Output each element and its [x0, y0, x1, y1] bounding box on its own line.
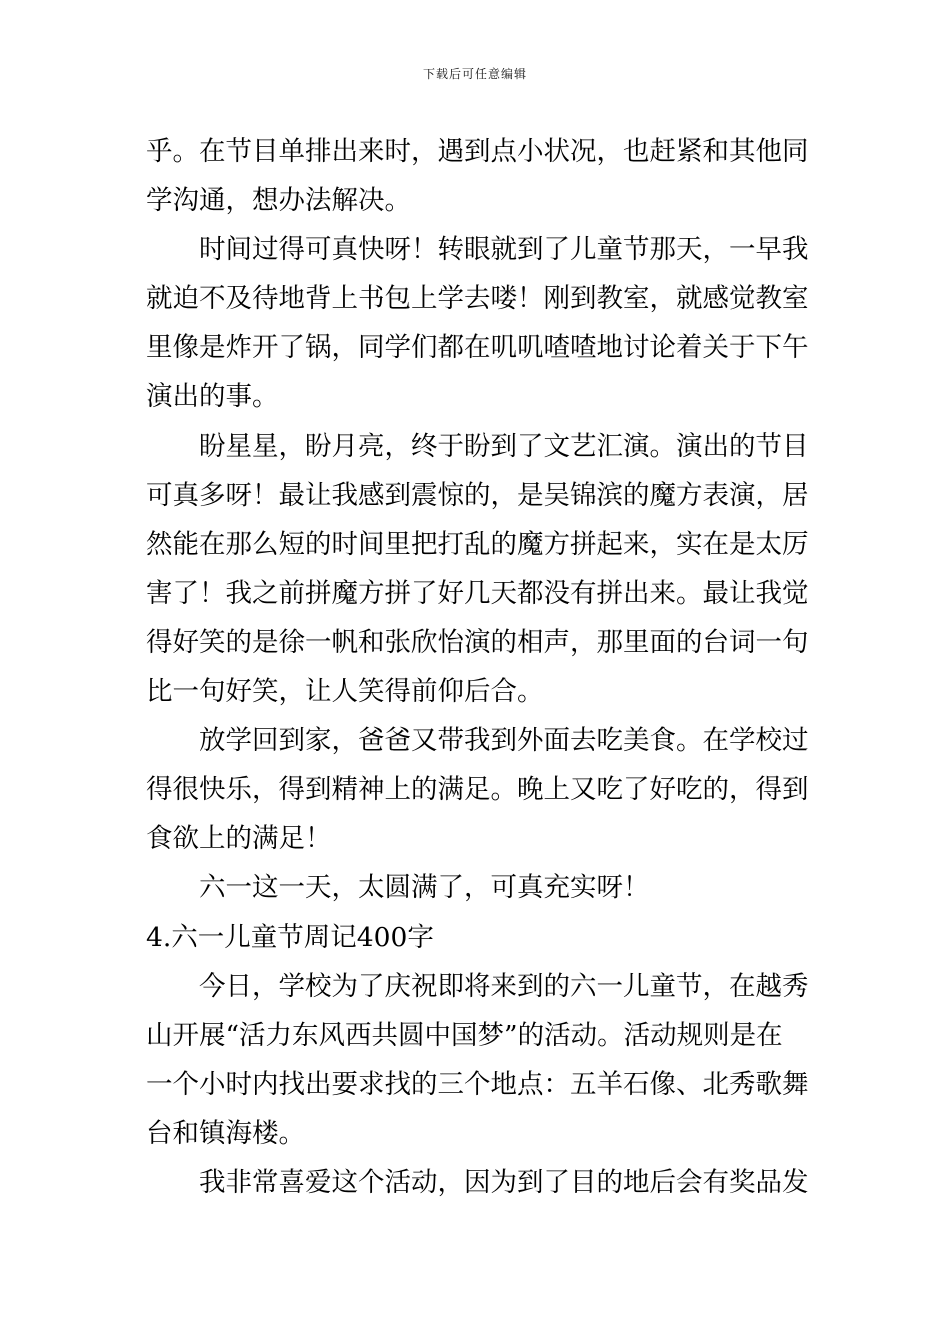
text-line: 食欲上的满足！ [146, 823, 332, 855]
text-line: 今日，学校为了庆祝即将来到的六一儿童节，在越秀 [199, 970, 808, 1002]
text-line: 然能在那么短的时间里把打乱的魔方拼起来，实在是太厉 [146, 528, 808, 560]
text-line: 就迫不及待地背上书包上学去喽！刚到教室，就感觉教室 [146, 283, 808, 315]
text-line: 得好笑的是徐一帆和张欣怡演的相声，那里面的台词一句 [146, 626, 808, 658]
text-line: 里像是炸开了锅，同学们都在叽叽喳喳地讨论着关于下午 [146, 332, 808, 364]
text-line: 时间过得可真快呀！转眼就到了儿童节那天，一早我 [199, 234, 808, 266]
page-header: 下载后可任意编辑 [422, 67, 527, 81]
text-line: 台和镇海楼。 [146, 1117, 305, 1149]
text-line: 可真多呀！最让我感到震惊的，是吴锦滨的魔方表演，居 [146, 479, 808, 511]
text-line: 放学回到家，爸爸又带我到外面去吃美食。在学校过 [199, 725, 808, 757]
text-line: 演出的事。 [146, 381, 279, 413]
document-body [146, 127, 808, 1207]
text-line: 乎。在节目单排出来时，遇到点小状况，也赶紧和其他同 [146, 136, 808, 167]
text-line: 害了！我之前拼魔方拼了好几天都没有拼出来。最让我觉 [146, 577, 808, 609]
section-heading: 4.六一儿童节周记400字 [146, 921, 434, 953]
text-line: 山开展“活力东风西共圆中国梦”的活动。活动规则是在 [146, 1019, 783, 1051]
text-line: 盼星星，盼月亮，终于盼到了文艺汇演。演出的节目 [199, 430, 808, 462]
text-line: 六一这一天，太圆满了，可真充实呀！ [199, 872, 650, 904]
text-line: 得很快乐，得到精神上的满足。晚上又吃了好吃的，得到 [146, 774, 808, 806]
text-line: 我非常喜爱这个活动，因为到了目的地后会有奖品发 [199, 1166, 808, 1198]
text-line: 比一句好笑，让人笑得前仰后合。 [146, 676, 544, 708]
text-line: 一个小时内找出要求找的三个地点：五羊石像、北秀歌舞 [146, 1068, 808, 1100]
text-line: 学沟通，想办法解决。 [146, 185, 411, 217]
